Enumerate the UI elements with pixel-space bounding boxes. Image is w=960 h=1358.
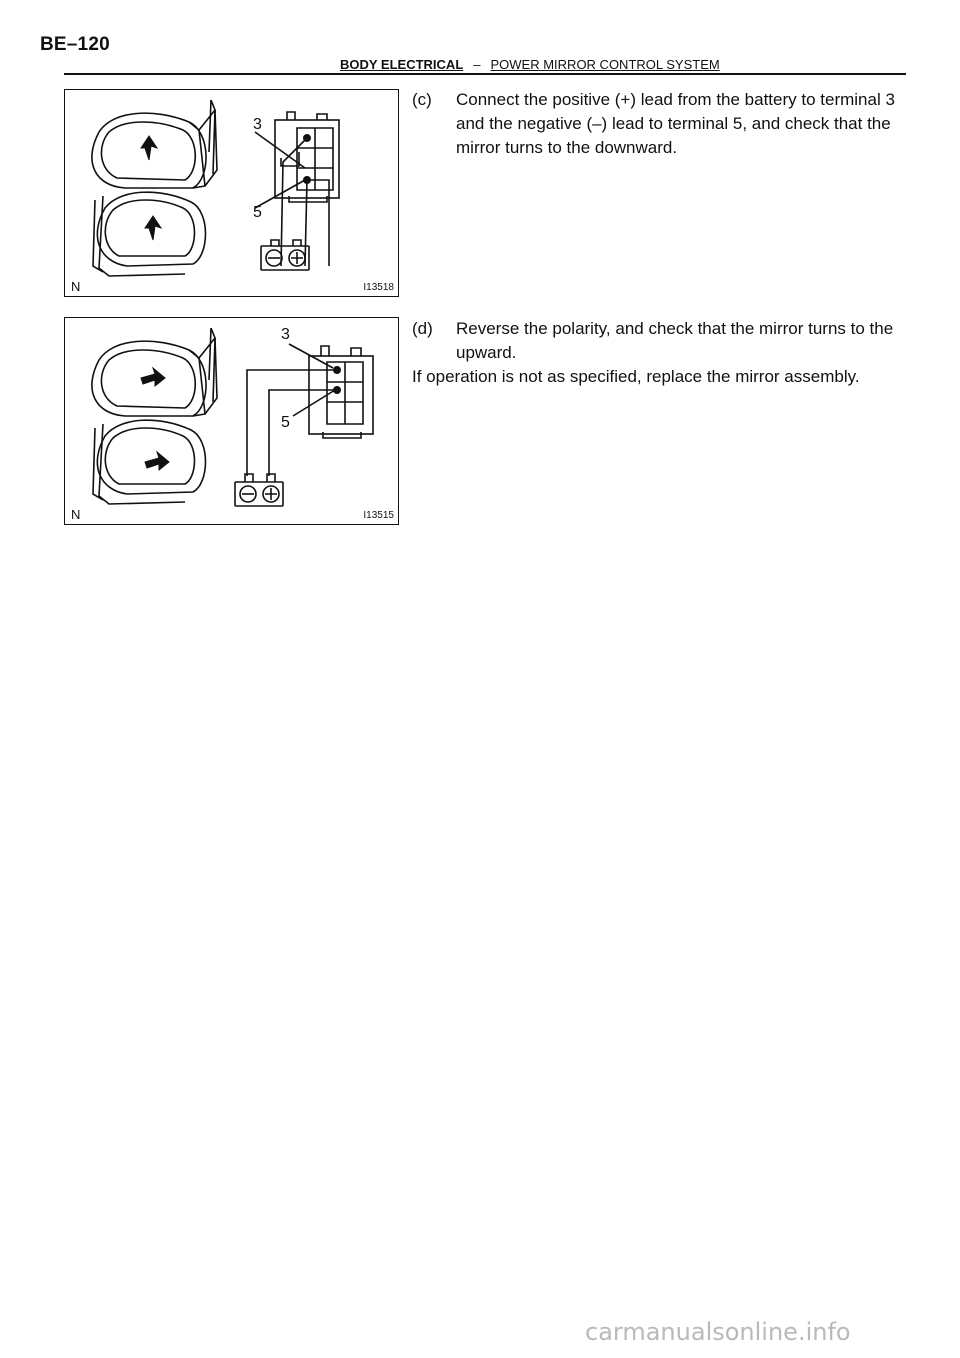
- mirror-illustration: [97, 420, 205, 494]
- terminal-label-3: 3: [281, 326, 290, 343]
- page-number: BE–120: [40, 34, 110, 55]
- step-text: Reverse the polarity, and check that the mirror turns to the upward.: [456, 319, 894, 362]
- subsection-title: POWER MIRROR CONTROL SYSTEM: [490, 57, 720, 72]
- figure-corner-mark: N: [71, 279, 81, 294]
- header-rule: [64, 73, 906, 75]
- step-label: (c): [412, 90, 432, 109]
- mirror-wiring-diagram: [65, 318, 397, 523]
- mirror-test-figure-upward: [64, 317, 399, 525]
- mirror-wiring-diagram: [65, 90, 397, 295]
- terminal-label-5: 5: [281, 414, 290, 431]
- footer-watermark: carmanualsonline.info: [585, 1318, 851, 1346]
- figure-corner-mark: N: [71, 507, 81, 522]
- header-dash: –: [473, 57, 481, 72]
- section-title: BODY ELECTRICAL: [340, 57, 464, 72]
- figure-id: I13515: [363, 510, 394, 521]
- figure-id: I13518: [363, 282, 394, 293]
- mirror-test-figure-downward: [64, 89, 399, 297]
- terminal-label-5: 5: [253, 204, 262, 221]
- terminal-label-3: 3: [253, 116, 262, 133]
- section-header: [340, 57, 720, 72]
- procedure-note: If operation is not as specified, replace the mirror assembly.: [412, 367, 860, 386]
- step-label: (d): [412, 319, 433, 338]
- procedure-step-d: [412, 317, 912, 365]
- step-text: Connect the positive (+) lead from the battery to terminal 3 and the negative (–) lead to terminal 5, and check that the mirror turns to the downward.: [456, 90, 895, 157]
- procedure-step-c: [412, 88, 912, 160]
